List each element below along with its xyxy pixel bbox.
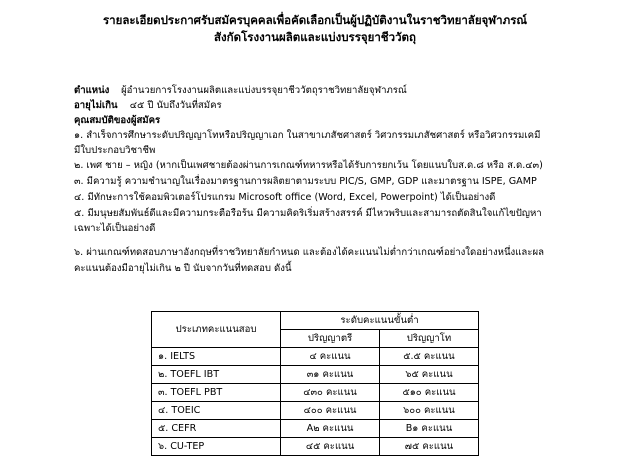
age-label: อายุไม่เกิน <box>74 100 118 111</box>
position-label: ตำแหน่ง <box>74 85 110 96</box>
table-row <box>152 420 479 438</box>
document-title-line2: สังกัดโรงงานผลิตและแบ่งบรรจุยาชีววัตถุ <box>214 30 416 44</box>
master-score-cell: B๑ คะแนน <box>380 420 479 438</box>
test-name-cell: ๕. CEFR <box>152 420 281 438</box>
table-row <box>152 384 479 402</box>
document-title-line1: รายละเอียดประกาศรับสมัครบุคคลเพื่อคัดเลือกเป็นผู้ปฏิบัติงานในราชวิทยาลัยจุฬาภรณ์ <box>102 13 528 27</box>
test-name-cell: ๒. TOEFL IBT <box>152 366 281 384</box>
qualification-line: ๓. มีความรู้ ความชำนาญในเรื่องมาตรฐานการผลิตยาตามระบบ PIC/S, GMP, GDP และมาตรฐาน ISPE, GAMP <box>74 176 537 187</box>
test-name-cell: ๑. IELTS <box>152 348 281 366</box>
table-row <box>152 366 479 384</box>
table-row <box>152 438 479 456</box>
position-value: ผู้อำนวยการโรงงานผลิตและแบ่งบรรจุยาชีววัตถุราชวิทยาลัยจุฬาภรณ์ <box>121 85 407 96</box>
qualification-line: มีใบประกอบวิชาชีพ <box>74 145 156 156</box>
age-value: ๔๕ ปี นับถึงวันที่สมัคร <box>129 100 222 111</box>
qualification-line: ๖. ผ่านเกณฑ์ทดสอบภาษาอังกฤษที่ราชวิทยาลัยกำหนด และต้องได้คะแนนไม่ต่ำกว่าเกณฑ์อย่างใดอย่างหนึ่งและผล <box>74 247 544 258</box>
bachelor-score-cell: ๔ คะแนน <box>281 348 380 366</box>
qualification-line: ๒. เพศ ชาย – หญิง (หากเป็นเพศชายต้องผ่านการเกณฑ์ทหารหรือได้รับการยกเว้น โดยแนบใบส.ด.๘ หรือ ส.ด.๔๓) <box>74 160 543 171</box>
master-score-cell: ๕.๕ คะแนน <box>380 348 479 366</box>
header-test-type: ประเภทคะแนนสอบ <box>152 312 281 348</box>
qualification-line: เฉพาะได้เป็นอย่างดี <box>74 223 156 234</box>
position-row <box>74 84 407 97</box>
qualification-line: ๕. มีมนุษยสัมพันธ์ดีและมีความกระตือรือร้น มีความคิดริเริ่มสร้างสรรค์ มีไหวพริบและสามารถตัดสินใจแก้ไขปัญหา <box>74 208 542 219</box>
table-header-row <box>152 312 479 330</box>
qualification-line: ๔. มีทักษะการใช้คอมพิวเตอร์โปรแกรม Microsoft office (Word, Excel, Powerpoint) ได้เป็นอย่างดี <box>74 192 496 203</box>
header-min-score: ระดับคะแนนขั้นต่ำ <box>281 312 479 330</box>
qualification-line: ๑. สำเร็จการศึกษาระดับปริญญาโทหรือปริญญาเอก ในสาขาเภสัชศาสตร์ วิศวกรรมเภสัชศาสตร์ หรือวิศวกรรมเคมี <box>74 130 541 141</box>
bachelor-score-cell: ๔๕ คะแนน <box>281 438 380 456</box>
header-master: ปริญญาโท <box>380 330 479 348</box>
bachelor-score-cell: ๔๓๐ คะแนน <box>281 384 380 402</box>
test-name-cell: ๔. TOEIC <box>152 402 281 420</box>
bachelor-score-cell: ๔๐๐ คะแนน <box>281 402 380 420</box>
master-score-cell: ๗๕ คะแนน <box>380 438 479 456</box>
test-name-cell: ๓. TOEFL PBT <box>152 384 281 402</box>
test-name-cell: ๖. CU-TEP <box>152 438 281 456</box>
qualification-line: คะแนนต้องมีอายุไม่เกิน ๒ ปี นับจากวันที่ทดสอบ ดังนี้ <box>74 263 292 274</box>
age-row <box>74 99 222 112</box>
bachelor-score-cell: A๒ คะแนน <box>281 420 380 438</box>
master-score-cell: ๖๕ คะแนน <box>380 366 479 384</box>
table-row <box>152 348 479 366</box>
qualifications-heading: คุณสมบัติของผู้สมัคร <box>74 115 161 126</box>
header-bachelor: ปริญญาตรี <box>281 330 380 348</box>
master-score-cell: ๕๑๐ คะแนน <box>380 384 479 402</box>
table-row <box>152 402 479 420</box>
master-score-cell: ๖๐๐ คะแนน <box>380 402 479 420</box>
bachelor-score-cell: ๓๑ คะแนน <box>281 366 380 384</box>
english-score-table <box>151 311 479 456</box>
